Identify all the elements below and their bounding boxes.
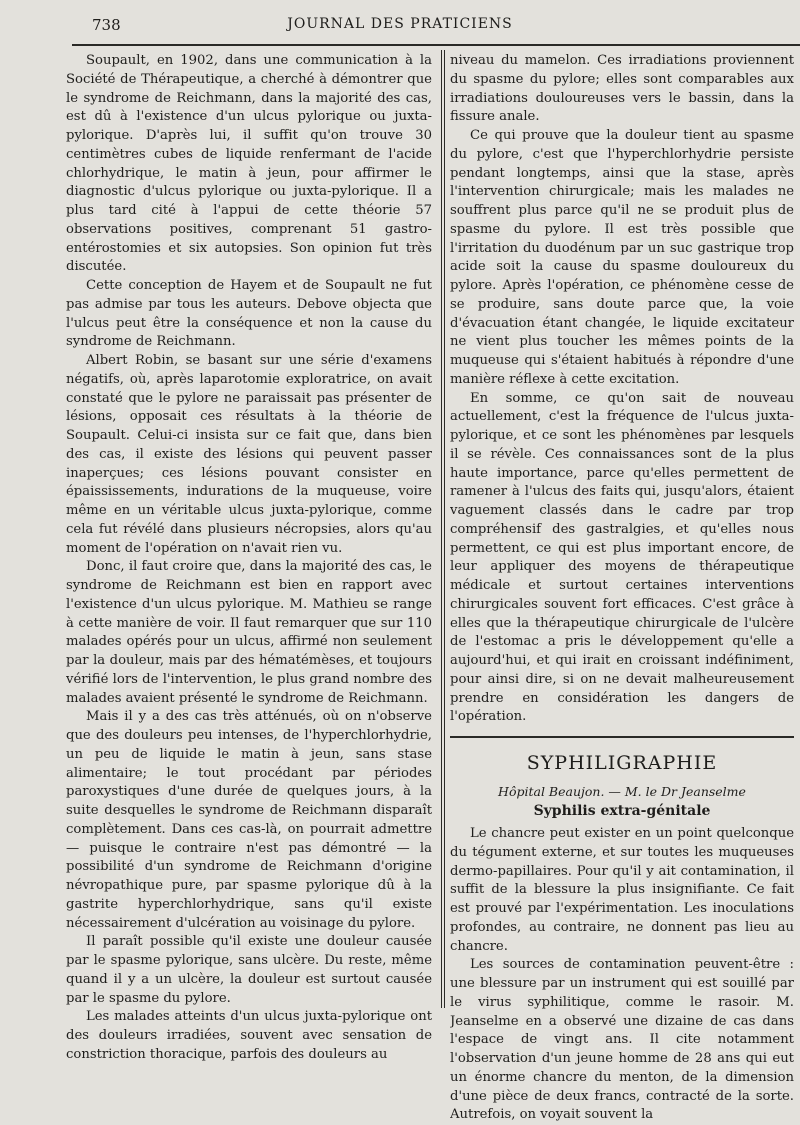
body-paragraph: Donc, il faut croire que, dans la majorité des cas, le syndrome de Reichmann est bien en rapport avec l'existence d'un ulcus pylorique. M. Mathieu se range à cette manière de voir. Il faut remarquer que sur 110 malades opérés pour un ulcus, affirmé non seulement par la douleur, mais par des hématémèses, et toujours vérifié lors de l'intervention, le plus grand nombre des malades avaient présenté le syndrome de Reichmann.	[66, 559, 432, 706]
body-paragraph: Les malades atteints d'un ulcus juxta-pylorique ont des douleurs irradiées, souvent avec sensation de constriction thoracique, parfois des douleurs au	[66, 1009, 432, 1062]
body-paragraph: En somme, ce qu'on sait de nouveau actuellement, c'est la fréquence de l'ulcus juxta-pylorique, et ce sont les phénomènes par lesquels il se révèle. Ces connaissances sont de la plus haute importance, parce qu'elles permettent de ramener à l'ulcus des faits qui, jusqu'alors, étaient vaguement classés dans le cadre par trop compréhensif des gastralgies, et qu'elles nous permettent, ce qui est plus important encore, de leur appliquer des moyens de thérapeutique médicale et surtout certaines interventions chirurgicales souvent fort efficaces. C'est grâce à elles que la thérapeutique chirurgicale de l'ulcère de l'estomac a pris le développement qu'elle a aujourd'hui, et qui irait en croissant indéfiniment, pour ainsi dire, si on ne devait malheureusement prendre en considération les dangers de l'opération.	[450, 390, 794, 725]
body-paragraph: Albert Robin, se basant sur une série d'examens négatifs, où, après laparotomie exploratrice, on avait constaté que le pylore ne paraissait pas présenter de lésions, opposait ces résultats à la théorie de Soupault. Celui-ci insista sur ce fait que, dans bien des cas, il existe des lésions qui peuvent passer inaperçues; ces lésions pouvant consister en épaississements, indurations de la muqueuse, voire même en un véritable ulcus juxta-pylorique, comme cela fut révélé dans plusieurs nécropsies, alors qu'au moment de l'opération on n'avait rien vu.	[66, 353, 432, 556]
column-divider	[444, 50, 445, 1008]
body-paragraph: Il paraît possible qu'il existe une douleur causée par le spasme pylorique, sans ulcère. Du reste, même quand il y a un ulcère, la douleur est surtout causée par le spasme du pylore.	[66, 934, 432, 1006]
section-rule	[450, 736, 794, 738]
body-paragraph: Le chancre peut exister en un point quelconque du tégument externe, et sur toutes les muqueuses dermo-papillaires. Pour qu'il y ait contamination, il suffit de la blessure la plus insignifiante. Ce fait est prouvé par l'expérimentation. Les inoculations profondes, au contraire, ne donnent pas lieu au chancre.	[450, 826, 794, 954]
body-paragraph: niveau du mamelon. Ces irradiations proviennent du spasme du pylore; elles sont comparables aux irradiations douloureuses vers le bassin, dans la fissure anale.	[450, 53, 794, 125]
body-paragraph: Ce qui prouve que la douleur tient au spasme du pylore, c'est que l'hyperchlorhydrie persiste pendant longtemps, ainsi que la stase, après l'intervention chirurgicale; mais les malades ne souffrent plus parce qu'il ne se produit plus de spasme du pylore. Il est très possible que l'irritation du duodénum par un suc gastrique trop acide soit la cause du spasme douloureux du pylore. Après l'opération, ce phénomène cesse de se produire, sans doute parce que, la voie d'évacuation étant changée, le liquide excitateur ne vient plus toucher les mêmes points de la muqueuse qui s'étaient habitués à répondre d'une manière réflexe à cette excitation.	[450, 128, 794, 387]
right-column	[450, 52, 794, 1125]
article-title: Syphilis extra-génitale	[533, 803, 711, 819]
section-title: SYPHILIGRAPHIE	[526, 752, 718, 774]
body-paragraph: Soupault, en 1902, dans une communication à la Société de Thérapeutique, a cherché à démontrer que le syndrome de Reichmann, dans la majorité des cas, est dû à l'existence d'un ulcus pylorique ou juxta-pylorique. D'après lui, il suffit qu'on trouve 30 centimètres cubes de liquide renfermant de l'acide chlorhydrique, le matin à jeun, pour affirmer le diagnostic d'ulcus pylorique ou juxta-pylorique. Il a plus tard cité à l'appui de cette théorie 57 observations positives, comprenant 51 gastro-entérostomies et six autopsies. Son opinion fut très discutée.	[66, 53, 432, 275]
body-paragraph: Cette conception de Hayem et de Soupault ne fut pas admise par tous les auteurs. Debove objecta que l'ulcus peut être la conséquence et non la cause du syndrome de Reichmann.	[66, 278, 432, 350]
running-head	[0, 14, 800, 38]
body-paragraph: Les sources de contamination peuvent-être : une blessure par un instrument qui est souillé par le virus syphilitique, comme le rasoir. M. Jeanselme en a observé une dizaine de cas dans l'espace de vingt ans. Il cite notamment l'observation d'un jeune homme de 28 ans qui eut un énorme chancre du menton, de la dimension d'une pièce de deux francs, contracté de la sorte. Autrefois, on voyait souvent la	[450, 957, 794, 1123]
journal-title: JOURNAL DES PRATICIENS	[287, 16, 513, 32]
byline: Hôpital Beaujon. — M. le Dr Jeanselme	[498, 784, 746, 799]
header-rule	[72, 44, 800, 46]
left-column	[66, 52, 432, 1065]
page-number: 738	[92, 16, 121, 34]
column-divider	[441, 50, 442, 1008]
body-paragraph: Mais il y a des cas très atténués, où on n'observe que des douleurs peu intenses, de l'hyperchlorhydrie, un peu de liquide le matin à jeun, sans stase alimentaire; le tout procédant par périodes paroxystiques d'une durée de quelques jours, à la suite desquelles le syndrome de Reichmann disparaît complètement. Dans ces cas-là, on pourrait admettre — puisque le contraire n'est pas démontré — la possibilité d'un syndrome de Reichmann d'origine névropathique pure, par spasme pylorique dû à la gastrite hyperchlorhydrique, sans qu'il existe nécessairement d'ulcération au voisinage du pylore.	[66, 709, 432, 931]
